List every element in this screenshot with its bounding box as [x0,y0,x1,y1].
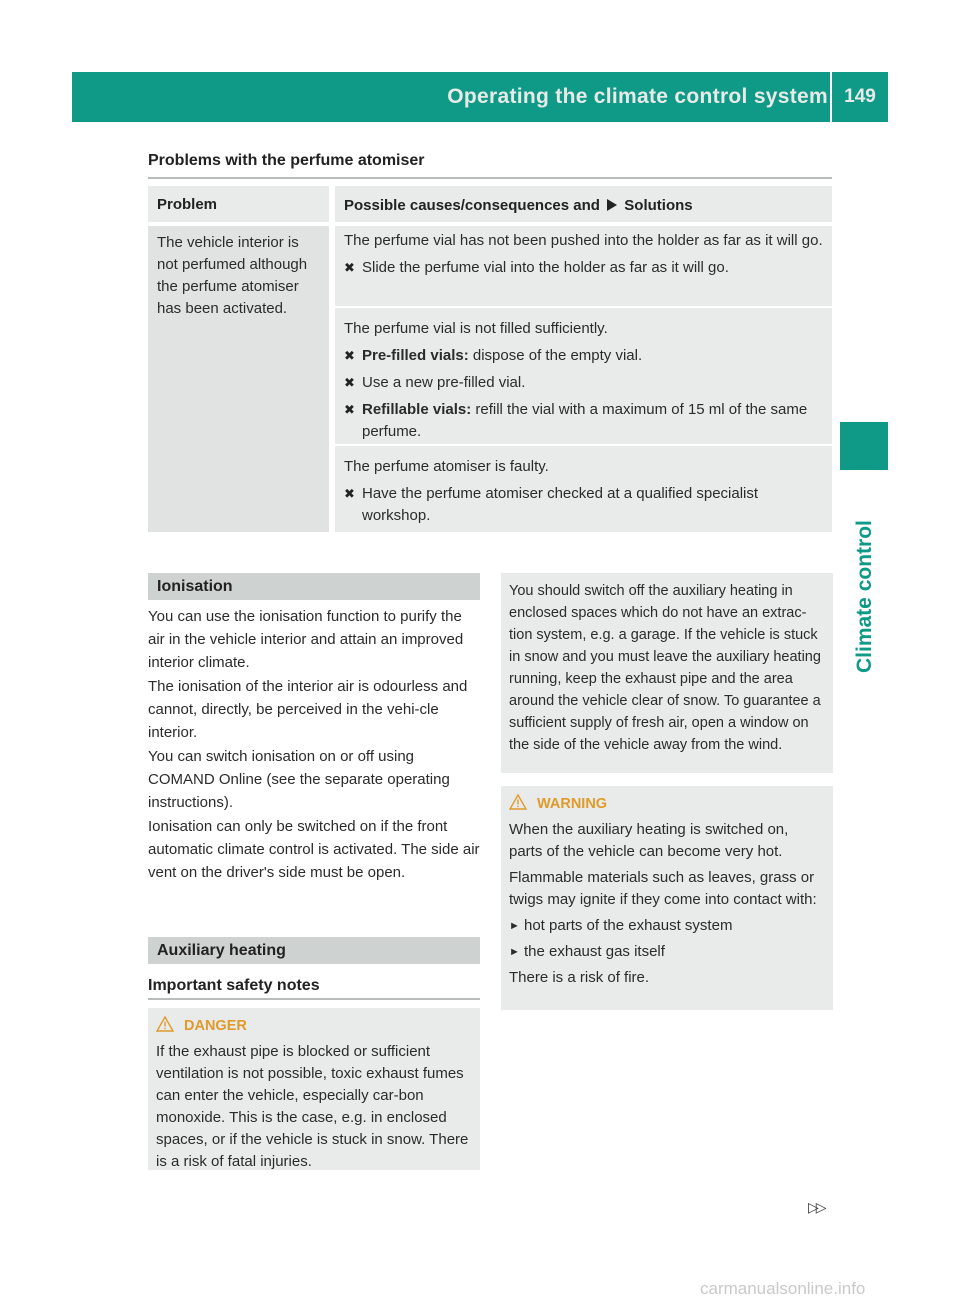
table-header-causes [335,186,832,222]
table-header-problem: Problem [148,186,329,222]
step-arrow-icon: ✖ [344,348,355,363]
page-number: 149 [844,86,876,107]
footer-watermark: carmanualsonline.info [700,1279,866,1298]
safety-notes-subheading: Important safety notes [148,977,320,994]
danger-text: If the exhaust pipe is blocked or sufficient ventilation is not possible, toxic exhaust fumes can enter the vehicle, especially car-bon monoxide. This is the case, e.g. in enclosed spaces, or if the vehicle is stuck in snow. There is a risk of fatal injuries. [156,1043,469,1170]
paragraph: The ionisation of the interior air is odourless and cannot, directly, be perceived in the vehi-cle interior. [148,678,468,741]
auxiliary-note: You should switch off the auxiliary heating in enclosed spaces which do not have an extrac-tion system, e.g. a garage. If the vehicle is stuck in snow and you must leave the auxiliary heating running, keep the exhaust pipe and the area around the vehicle clear of snow. To guarantee a sufficient supply of fresh air, open a window on the side of the vehicle away from the wind. [501,573,833,773]
danger-notice [148,1008,480,1170]
warning-label-row [509,793,825,815]
table-row [335,446,832,532]
side-tab-label: Climate control [853,520,876,673]
step-arrow-icon: ✖ [344,486,355,501]
warning-triangle-icon [509,794,527,810]
table-header-causes-label: Possible causes/consequences and [344,197,600,214]
table-header-solutions-label: Solutions [624,197,693,214]
cause-text: The perfume vial has not been pushed into the holder as far as it will go. [344,232,823,249]
bullet-icon: ► [509,920,520,932]
solution-step: ✖ Have the perfume atomiser checked at a qualified specialist workshop. [344,485,759,524]
table-row [335,308,832,444]
list-item: ► the exhaust gas itself [509,941,825,963]
step-arrow-icon: ✖ [344,402,355,417]
paragraph: Ionisation can only be switched on if the front automatic climate control is activated. The side air vent on the driver's side must be open. [148,818,480,881]
solution-step: ✖ Refillable vials: refill the vial with a maximum of 15 ml of the same perfume. [344,401,808,440]
continued-icon: ▷▷ [808,1199,824,1215]
danger-label-row [156,1015,472,1037]
section-divider [148,177,832,179]
solution-step: ✖ Slide the perfume vial into the holder as far as it will go. [344,257,824,279]
cause-text: The perfume vial is not filled sufficiently. [344,320,608,337]
paragraph: You can switch ionisation on or off using COMAND Online (see the separate operating instructions). [148,748,450,811]
warning-text: When the auxiliary heating is switched on, parts of the vehicle can become very hot. [509,821,789,860]
ionisation-body [148,605,480,884]
warning-triangle-icon [156,1016,174,1032]
list-item: ► hot parts of the exhaust system [509,915,825,937]
danger-label: DANGER [184,1018,247,1034]
page-header-title: Operating the climate control system [447,85,828,108]
subheading-divider [148,998,480,1000]
section-heading: Problems with the perfume atomiser [148,152,425,169]
warning-notice [501,786,833,1010]
paragraph: You can use the ionisation function to purify the air in the vehicle interior and attain an improved interior climate. [148,608,464,671]
step-arrow-icon: ✖ [344,260,355,275]
auxiliary-heating-heading: Auxiliary heating [148,937,480,964]
cause-text: The perfume atomiser is faulty. [344,458,549,475]
solution-step: ✖ Use a new pre-filled vial. [344,372,824,394]
bullet-icon: ► [509,946,520,958]
solution-step: ✖ Pre-filled vials: dispose of the empty vial. [344,345,824,367]
ionisation-heading: Ionisation [148,573,480,600]
warning-text: Flammable materials such as leaves, grass or twigs may ignite if they come into contact with: [509,869,817,908]
warning-text: There is a risk of fire. [509,969,650,986]
warning-label: WARNING [537,796,608,812]
play-arrow-icon [606,197,618,219]
table-row [335,226,832,306]
step-arrow-icon: ✖ [344,375,355,390]
table-cell-problem: The vehicle interior is not perfumed although the perfume atomiser has been activated. [148,226,329,532]
